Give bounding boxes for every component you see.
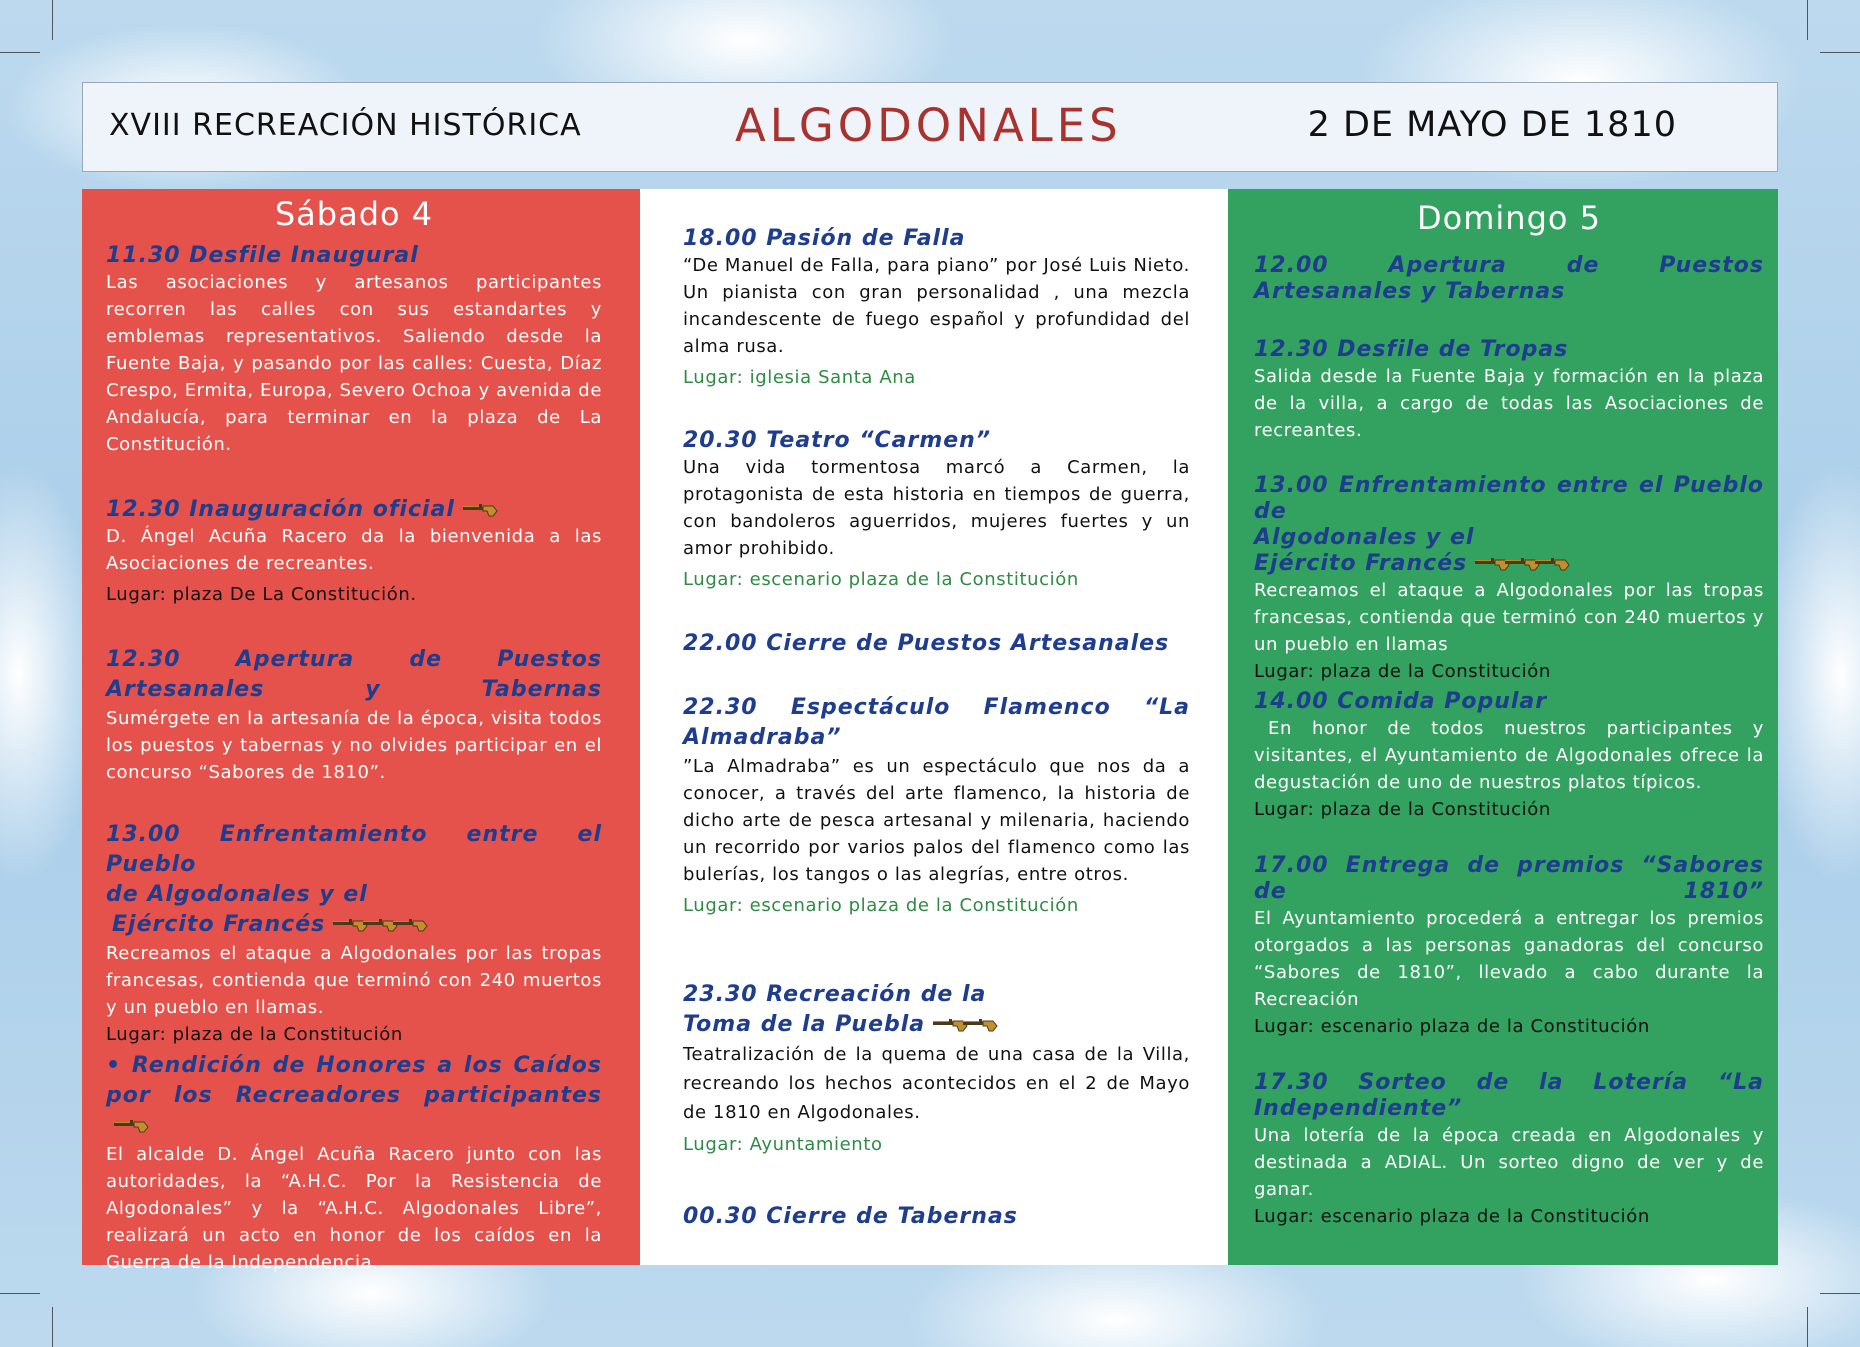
event-title-line: 23.30 Recreación de la [683,982,987,1007]
event-title: 17.30 Sorteo de la Lotería “La Independiente” [1254,1070,1764,1121]
event-place: Lugar: plaza de la Constitución [106,1024,403,1045]
musket-icon [463,502,499,518]
crop-mark [1807,1307,1808,1347]
event-title-line: 13.00 Enfrentamiento entre el Pueblo de [1254,473,1764,524]
event-title [106,497,602,523]
event-item [640,980,1228,1158]
saturday-column [82,189,640,1273]
event-description: Sumérgete en la artesanía de la época, visita todos los puestos y tabernas y no olvides participar en el concurso “Sabores de 1810”. [106,708,602,783]
event-place: Lugar: plaza De La Constitución. [106,584,417,605]
event-item [1228,853,1778,1040]
event-title: 12.30 Desfile de Tropas [1254,337,1569,362]
event-description: Recreamos el ataque a Algodonales por las tropas francesas, contienda que terminó con 240 muertos y un pueblo en llamas. [106,943,602,1018]
event-title: 20.30 Teatro “Carmen” [683,428,992,453]
event-title-line [1254,551,1764,577]
event-item [1228,337,1778,444]
event-title-line: Algodonales y el [1254,525,1475,550]
event-title-text: • Rendición de Honores a los Caídos por los Recreadores participantes [106,1053,602,1108]
event-item [1228,473,1778,685]
triple-musket-icon [1475,556,1571,572]
event-description: El alcalde D. Ángel Acuña Racero junto con las autoridades, la “A.H.C. Por la Resistencia de Algodonales” y la “A.H.C. Algodonales Libre”, realizará un acto en honor de los caídos en la Guerra de la Independencia. [106,1144,602,1273]
event-place: Lugar: plaza de la Constitución [1254,799,1551,820]
event-item [1228,689,1778,823]
sunday-column [1228,189,1778,1265]
town-title: ALGODONALES [735,99,1122,152]
event-item [82,1051,640,1276]
event-place: Lugar: escenario plaza de la Constitución [1254,1206,1650,1227]
event-item [640,1204,1228,1230]
event-description: Una lotería de la época creada en Algodonales y destinada a ADIAL. Un sorteo digno de ver y de ganar. [1254,1125,1764,1200]
event-place: Lugar: escenario plaza de la Constitución [1254,1016,1650,1037]
event-item [640,631,1228,657]
event-place: Lugar: Ayuntamiento [683,1134,883,1155]
event-description: Teatralización de la quema de una casa de la Villa, recreando los hechos acontecidos en el 2 de Mayo de 1810 en Algodonales. [683,1044,1190,1123]
event-title: 17.00 Entrega de premios “Sabores de 1810” [1254,853,1764,904]
event-title-line [106,910,602,940]
event-item [82,497,640,608]
event-title-text: Toma de la Puebla [683,1012,926,1037]
crop-mark [52,0,53,40]
event-item [82,820,640,1048]
double-musket-icon [933,1017,999,1033]
event-title-text: Ejército Francés [112,912,326,937]
event-title: 12.30 Apertura de Puestos Artesanales y Tabernas [106,647,602,702]
event-title: 00.30 Cierre de Tabernas [683,1204,1018,1229]
saturday-title: Sábado 4 [274,195,434,233]
event-item [1228,253,1778,305]
event-title-text: 12.30 Inauguración oficial [106,497,455,522]
sunday-title: Domingo 5 [1417,199,1601,237]
crop-mark [0,1293,40,1294]
crop-mark [1807,0,1808,40]
event-title-text: Ejército Francés [1254,551,1468,576]
triple-musket-icon [333,917,429,933]
event-title: 22.00 Cierre de Puestos Artesanales [683,631,1170,656]
event-description: El Ayuntamiento procederá a entregar los premios otorgados a las personas ganadoras del concurso “Sabores de 1810”, llevado a cabo durante la Recreación [1254,908,1764,1010]
event-title: 14.00 Comida Popular [1254,689,1548,714]
event-description: “De Manuel de Falla, para piano” por José Luis Nieto. Un pianista con gran personalidad , una mezcla incandescente de fuego español y profundidad del alma rusa. [683,255,1190,357]
event-description: Recreamos el ataque a Algodonales por las tropas francesas, contienda que terminó con 240 muertos y un pueblo en llamas [1254,580,1764,655]
event-title: 11.30 Desfile Inaugural [106,243,419,268]
event-place: Lugar: escenario plaza de la Constitución [683,895,1079,916]
event-item [82,645,640,786]
event-description: En honor de todos nuestros participantes y visitantes, el Ayuntamiento de Algodonales ofrece la degustación de uno de nuestros platos típicos. [1254,718,1764,793]
event-title: 18.00 Pasión de Falla [683,226,966,251]
event-item [640,693,1228,919]
saturday-evening-column [640,189,1228,1265]
event-description: D. Ángel Acuña Racero da la bienvenida a las Asociaciones de recreantes. [106,526,602,574]
event-title-line [683,1010,1190,1040]
date-title: 2 DE MAYO DE 1810 [1307,105,1677,145]
event-title-line: 13.00 Enfrentamiento entre el Pueblo [106,822,602,877]
event-item [1228,1070,1778,1230]
event-description: Una vida tormentosa marcó a Carmen, la protagonista de esta historia en tiempos de guerra, con bandoleros aguerridos, mujeres fuertes y un amor prohibido. [683,457,1190,559]
crop-mark [52,1307,53,1347]
event-title: 12.00 Apertura de Puestos Artesanales y Tabernas [1254,253,1764,304]
event-title: 22.30 Espectáculo Flamenco “La Almadraba” [683,695,1190,750]
musket-icon [114,1118,150,1134]
event-item [640,428,1228,593]
crop-mark [1820,52,1860,53]
event-item [640,226,1228,391]
event-description: ”La Almadraba” es un espectáculo que nos da a conocer, a través del arte flamenco, la historia de dicho arte de pesca artesanal y milenaria, haciendo un recorrido por varios palos del flamenco como las bulerías, los tangos o las alegrías, entre otros. [683,756,1190,885]
event-title-line: de Algodonales y el [106,882,368,907]
event-place: Lugar: plaza de la Constitución [1254,661,1551,682]
crop-mark [0,52,40,53]
event-description: Salida desde la Fuente Baja y formación en la plaza de la villa, a cargo de todas las Asociaciones de recreantes. [1254,366,1764,441]
event-description: Las asociaciones y artesanos participantes recorren las calles con sus estandartes y emblemas representativos. Saliendo desde la Fuente Baja, y pasando por las calles: Cuesta, Díaz Crespo, Ermita, Europa, Severo Ochoa y avenida de Andalucía, para terminar en la plaza de La Constitución. [106,272,602,455]
header-bar [82,82,1778,172]
event-item [82,243,640,458]
event-place: Lugar: escenario plaza de la Constitución [683,569,1079,590]
crop-mark [1820,1293,1860,1294]
edition-title: XVIII RECREACIÓN HISTÓRICA [109,108,582,143]
event-place: Lugar: iglesia Santa Ana [683,367,916,388]
event-title [106,1051,602,1141]
